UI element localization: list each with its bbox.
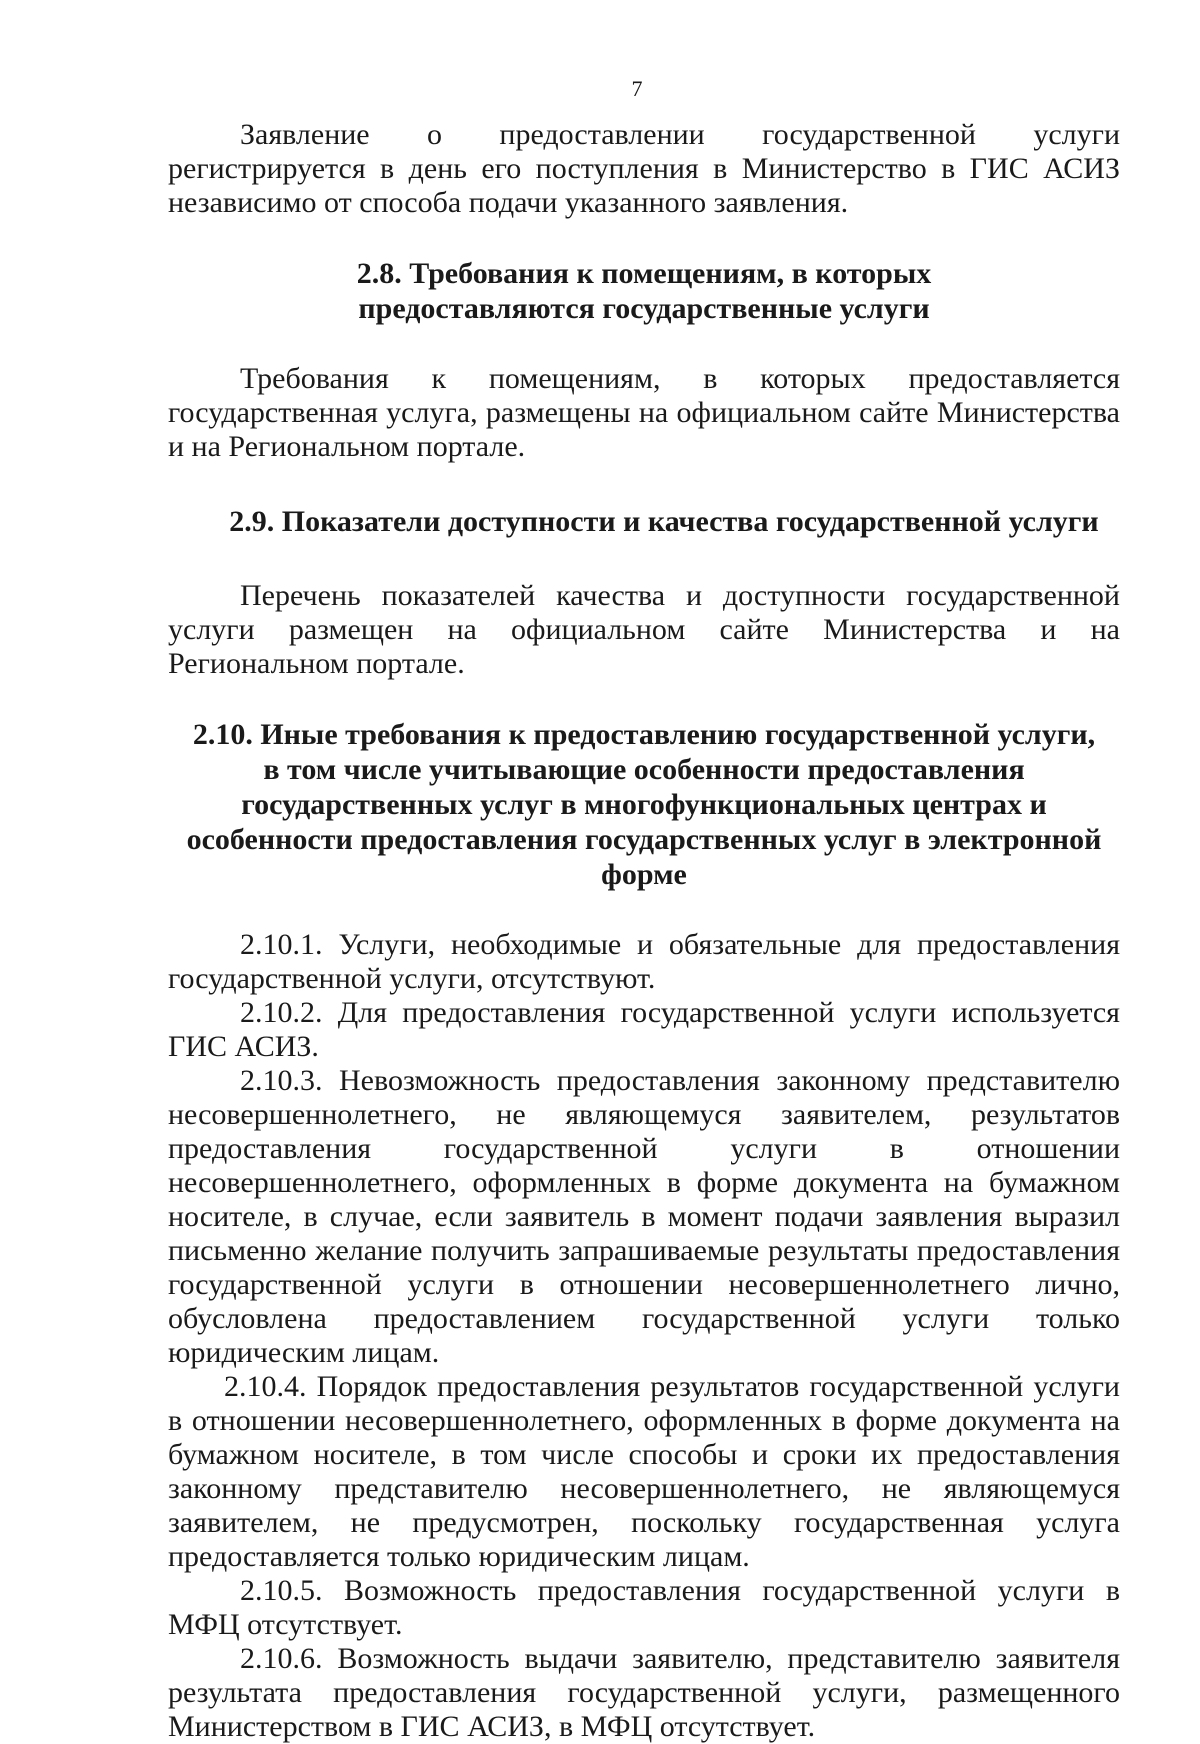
paragraph-2-10-6: 2.10.6. Возможность выдачи заявителю, представителю заявителя результата предоставления государственной услуги, размещенного Министерством в ГИС АСИЗ, в МФЦ отсутствует. (168, 1642, 1120, 1743)
paragraph-2-10-1: 2.10.1. Услуги, необходимые и обязательные для предоставления государственной услуги, отсутствуют. (168, 928, 1120, 995)
paragraph-2-10-2: 2.10.2. Для предоставления государственной услуги используется ГИС АСИЗ. (168, 996, 1120, 1063)
heading-2-9: 2.9. Показатели доступности и качества государственной услуги (229, 505, 1099, 538)
paragraph-2-10-4: 2.10.4. Порядок предоставления результатов государственной услуги в отношении несовершеннолетнего, оформленных в форме документа на бумажном носителе, в том числе способы и сроки их предоставления законному представителю несовершеннолетнего, не являющемуся заявителем, не предусмотрен, поскольку государственная услуга предоставляется только юридическим лицам. (168, 1370, 1120, 1573)
heading-2-8: 2.8. Требования к помещениям, в которых предоставляются государственные услуги (356, 257, 932, 325)
paragraph-registration: Заявление о предоставлении государственной услуги регистрируется в день его поступления в Министерство в ГИС АСИЗ независимо от способа подачи указанного заявления. (168, 118, 1120, 219)
paragraph-2-10-3: 2.10.3. Невозможность предоставления законному представителю несовершеннолетнего, не являющемуся заявителем, результатов предоставления государственной услуги в отношении несовершеннолетнего, оформленных в форме документа на бумажном носителе, в случае, если заявитель в момент подачи заявления выразил письменно желание получить запрашиваемые результаты предоставления государственной услуги в отношении несовершеннолетнего лично, обусловлена предоставлением государственной услуги только юридическим лицам. (168, 1064, 1120, 1369)
paragraph-indicators: Перечень показателей качества и доступности государственной услуги размещен на официальном сайте Министерства и на Региональном портале. (168, 579, 1120, 680)
document-body (168, 118, 1120, 1744)
paragraph-premises: Требования к помещениям, в которых предоставляется государственная услуга, размещены на официальном сайте Министерства и на Региональном портале. (168, 362, 1120, 463)
paragraph-2-10-5: 2.10.5. Возможность предоставления государственной услуги в МФЦ отсутствует. (168, 1574, 1120, 1641)
heading-2-10: 2.10. Иные требования к предоставлению государственной услуги, в том числе учитывающие особенности предоставления государственных услуг в многофункциональных центрах и особенности предоставления государственных услуг в электронной форме (186, 718, 1102, 891)
page-number: 7 (631, 76, 643, 101)
